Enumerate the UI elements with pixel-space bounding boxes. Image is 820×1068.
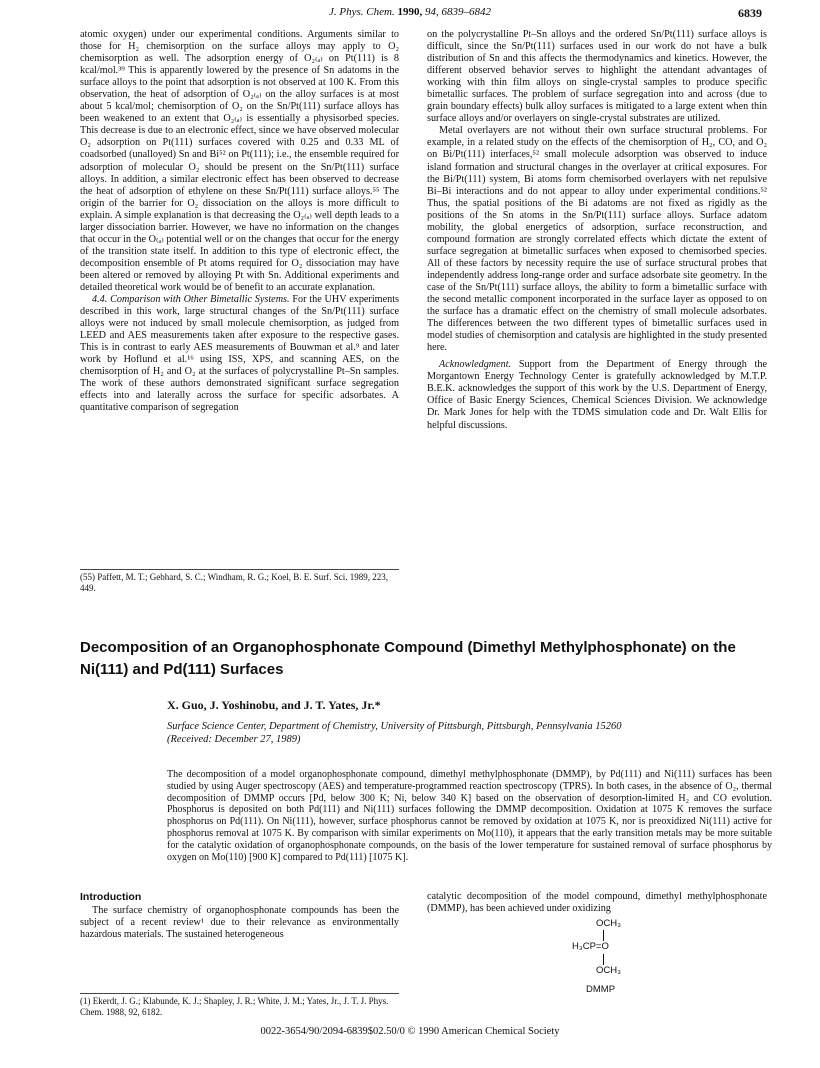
structure-bottom-group: OCH₃ <box>596 965 621 976</box>
article-authors: X. Guo, J. Yoshinobu, and J. T. Yates, Jr.* <box>167 698 381 712</box>
volume-pages: 94, 6839–6842 <box>424 6 491 18</box>
footnote-55: (55) Paffett, M. T.; Gebhard, S. C.; Windham, R. G.; Koel, B. E. Surf. Sci. 1989, 223, 449. <box>80 569 399 594</box>
acknowledgment-heading: Acknowledgment. <box>439 359 512 371</box>
page-number: 6839 <box>738 6 762 20</box>
structure-top-group: OCH₃ <box>596 918 621 929</box>
right-paragraph-1: on the polycrystalline Pt–Sn alloys and the ordered Sn/Pt(111) surface alloys is difficult, since the Sn/Pt(111) surfaces used in our work do not have a bulk distribution of Sn and this affects the thermodynamics and kinetics. However, the different observed behavior serves to highlight the attendant advantages of working with thin film alloys on single-crystal samples to produce specific bimetallic surfaces. The problem of surface segregation into and across (due to grain boundary effects) bulk alloy surfaces is mitigated to a large extent when thin surface alloys and/or overlayers on single-crystal substrates are utilized. <box>427 29 767 125</box>
right-column <box>427 29 767 432</box>
journal-name: J. Phys. Chem. <box>329 6 395 18</box>
left-column <box>80 29 399 415</box>
dmmp-structure <box>558 918 658 1018</box>
abstract: The decomposition of a model organophosphonate compound, dimethyl methylphosphonate (DMMP), by Pd(111) and Ni(111) surfaces has been studied by using Auger spectroscopy (AES) and temperature-programmed reaction spectroscopy (TPRS). In both cases, in the absence of O₂, thermal decomposition of DMMP occurs [Pd, below 300 K; Ni, below 340 K] based on the observation of desorption-limited H₂ and CO evolution. Phosphorus is deposited on both Pd(111) and Ni(111) surfaces following the DMMP decomposition. Oxidation at 1075 K removes the surface phosphorus on Pd(111). On Ni(111), however, surface phosphorus cannot be removed by oxidation at 1075 K, nor is preoxidized Ni(111) active for phosphorus removal at 1075 K. By comparison with similar experiments on Mo(110), it appears that the early transition metals may be more suitable for the catalytic oxidation of organophosphonate compounds, on the basis of the lower temperature for sustained removal of surface phosphorus by oxygen on Mo(110) [900 K] compared to Pd(111) [1075 K]. <box>167 769 772 863</box>
introduction-right-text: catalytic decomposition of the model compound, dimethyl methylphosphonate (DMMP), has been achieved under oxidizing <box>427 891 767 914</box>
introduction-heading: Introduction <box>80 891 142 903</box>
footnote-1: (1) Ekerdt, J. G.; Klabunde, K. J.; Shapley, J. R.; White, J. M.; Yates, Jr., J. T. J. Phys. Chem. 1988, 92, 6182. <box>80 993 399 1018</box>
structure-bond-top <box>603 930 604 941</box>
affiliation-text: Surface Science Center, Department of Chemistry, University of Pittsburgh, Pittsburgh, Pennsylvania 15260 <box>167 721 622 732</box>
introduction-left-text <box>80 905 399 941</box>
right-paragraph-2: Metal overlayers are not without their own surface structural problems. For example, in a related study on the effects of the chemisorption of H₂, CO, and O₂ on Bi/Pt(111) interfaces,⁵² small molecule adsorption was observed to induce island formation and structural changes in the overlayer at critical exposures. For the Bi/Pt(111) system, Bi atoms form chemisorbed overlayers with net repulsive Bi–Bi interactions and do not appear to alloy under experimental conditions.⁵² Thus, the spatial positions of the Bi adatoms are not fixed as rigidly as the positions of the Sn atoms in the Sn/Pt(111) surface alloys. Surface adatom mobility, the global energetics of adsorption, surface reconstruction, and compound formation are strongly correlated effects which dictate the extent of surface segregation at bimetallic surfaces when exposed to chemisorbed species. All of these factors by necessity require the use of surface structural probes that independently address long-range order and surface adsorbate site geometry. In the case of the Sn/Pt(111) surface alloys, the ability to form a bimetallic surface with the second metallic component incorporated in the surface layer as opposed to on the surface has a dramatic effect on the chemistry of small molecule adsorbates. The differences between the two different types of bimetallic surfaces used in model studies of chemisorption and catalysis are highlighted in the study presented here. <box>427 125 767 354</box>
left-paragraph-2-text: For the UHV experiments described in this work, large structural changes of the Sn/Pt(111) surface alloys were not induced by small molecule chemisorption, as judged from LEED and AES measurements taken after exposure to the respective gases. This is in contrast to early AES measurements of Bouwman et al.⁹ and later work by Hoflund et al.¹⁶ using ISS, XPS, and scanning AES, on the chemisorption of H₂ and O₂ at the surfaces of polycrystalline Pt–Sn samples. The work of these authors demonstrated significant surface segregation effects into and laterally across the surface for specific adsorbates. A quantitative comparison of segregation <box>80 294 399 414</box>
running-head <box>0 6 820 24</box>
author-affiliation <box>167 720 767 746</box>
introduction-paragraph-start: The surface chemistry of organophosphonate compounds has been the subject of a recent review¹ due to their relevance as environmentally hazardous materials. The sustained heterogeneous <box>80 905 399 940</box>
structure-bond-bottom <box>603 954 604 965</box>
acknowledgment <box>427 359 767 431</box>
copyright-line: 0022-3654/90/2094-6839$02.50/0 © 1990 American Chemical Society <box>260 1026 560 1037</box>
structure-caption: DMMP <box>586 984 616 995</box>
acknowledgment-text: Support from the Department of Energy through the Morgantown Energy Technology Center is gratefully acknowledged by M.T.P. B.E.K. acknowledges the support of this work by the U.S. Department of Energy, Office of Basic Energy Sciences, Chemical Sciences Division. We acknowledge Dr. Mark Jones for help with the TDMS simulation code and Dr. Walt Ellis for helpful discussions. <box>427 359 767 431</box>
section-heading-4-4: 4.4. Comparison with Other Bimetallic Systems. <box>92 294 290 306</box>
received-date: (Received: December 27, 1989) <box>167 734 301 745</box>
running-head-citation <box>0 6 820 18</box>
left-paragraph-2 <box>80 294 399 414</box>
left-paragraph-1: atomic oxygen) under our experimental conditions. Arguments similar to those for H₂ chemisorption on the surface alloys may apply to O₂ chemisorption as well. The adsorption energy of O₂₍ₐ₎ on Pt(111) is 8 kcal/mol.³⁹ This is apparently lowered by the presence of Sn adatoms in the surface alloys to the point that adsorption is not observed at 100 K. From this observation, the heat of adsorption of O₂₍ₐ₎ on the alloy surfaces is at most about 5 kcal/mol; chemisorption of O₂ on the Sn/Pt(111) surface alloys has been weakened to an extent that O₂₍ₐ₎ is essentially a physisorbed species. This decrease is due to an electronic effect, since we have observed molecular O₂ adsorption on Pt(111) surfaces covered with 0.25 and 0.33 ML of coadsorbed (unalloyed) Sn and Bi⁵² on Pt(111); i.e., the ensemble required for adsorption of molecular O₂ should be present on the Sn/Pt(111) surface alloys. In addition, a similar electronic effect has been observed to decrease the heat of adsorption of ethylene on these Sn/Pt(111) surface alloys.⁵⁵ The origin of the barrier for O₂ dissociation on the alloys is more difficult to explain. A simple explanation is that decreasing the O₂₍ₐ₎ well depth leads to a larger dissociation barrier. However, we have no information on the changes that occur in the O₍ₐ₎ potential well or on the changes that occur for the energy of the transition state itself. In addition to this type of electronic effect, the decomposition ensemble of Pt atoms required for O₂ dissociation may have been altered or removed by alloying Pt with Sn. Additional experiments and detailed theoretical work would be of benefit to an accurate explanation. <box>80 29 399 293</box>
structure-middle-row: H₃CP=O <box>572 941 609 952</box>
article-title: Decomposition of an Organophosphonate Compound (Dimethyl Methylphosphonate) on the Ni(111) and Pd(111) Surfaces <box>80 639 736 678</box>
journal-year: 1990, <box>397 6 423 18</box>
